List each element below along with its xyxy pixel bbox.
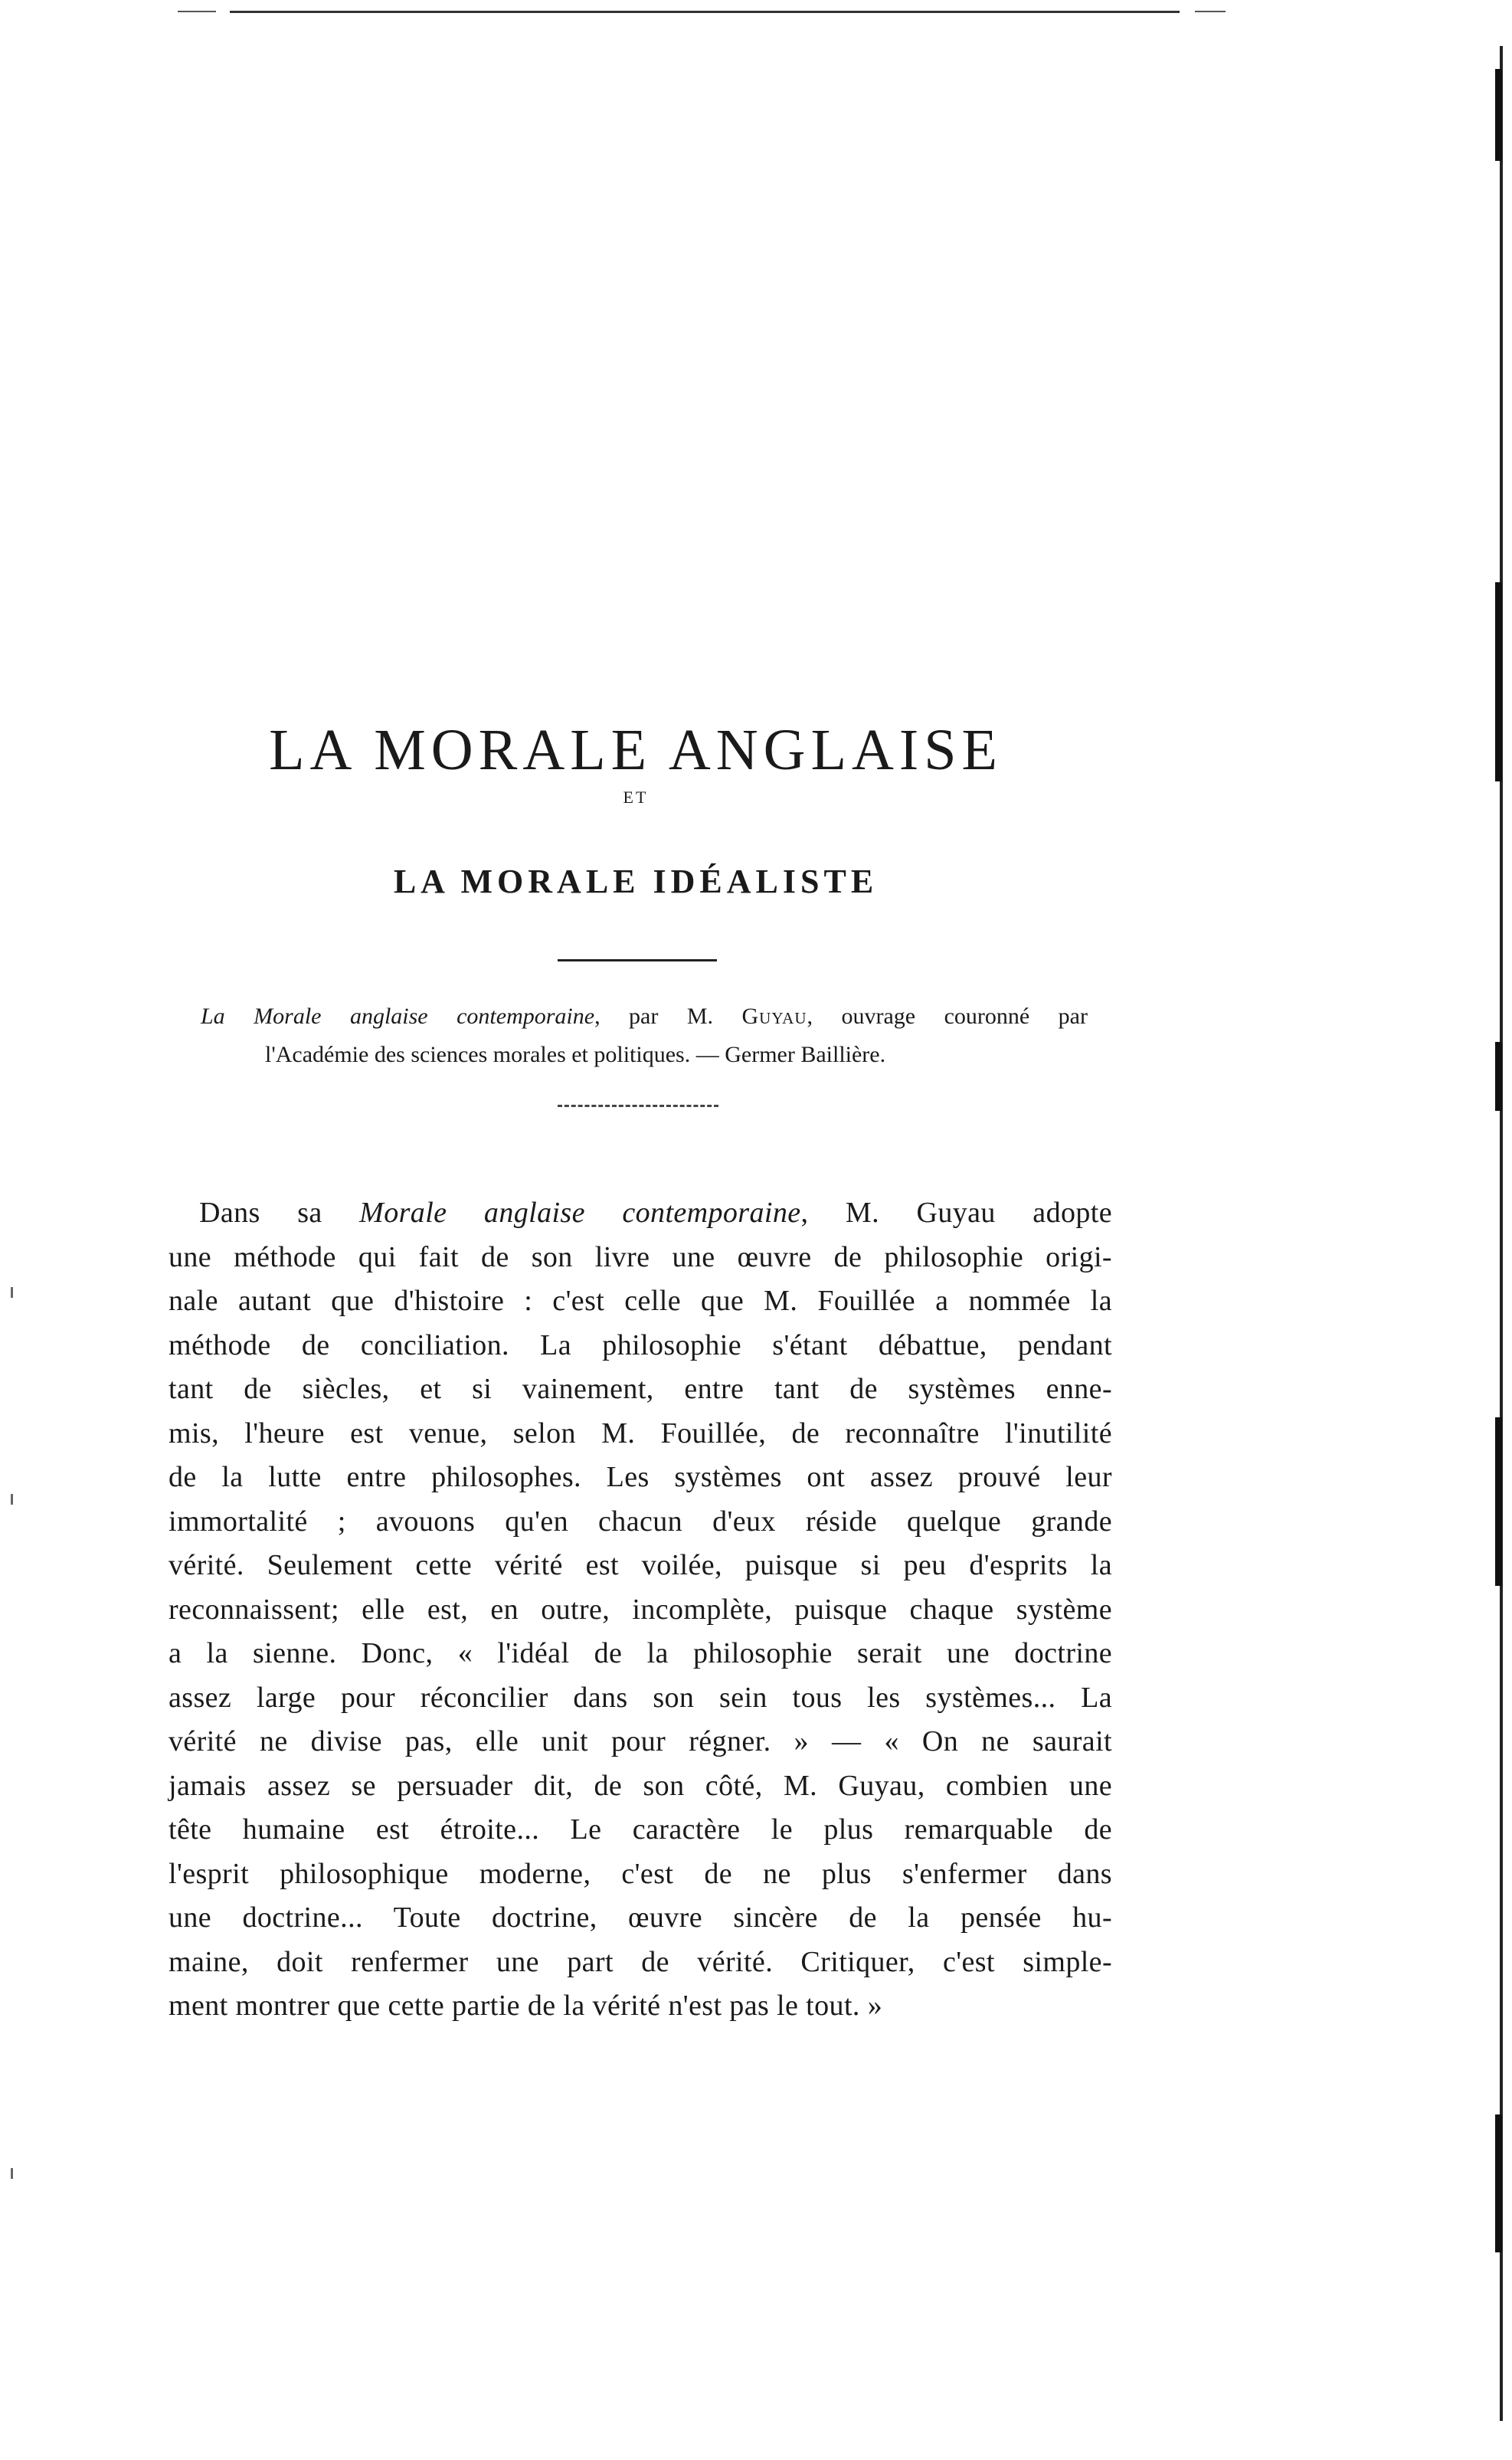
paragraph-line: jamais assez se persuader dit, de son côté, M. Guyau, combien une <box>169 1769 1112 1802</box>
paragraph-line: une méthode qui fait de son livre une œuvre de philosophie origi- <box>169 1240 1112 1273</box>
paragraph-line: méthode de conciliation. La philosophie s'étant débattue, pendant <box>169 1328 1112 1361</box>
paragraph-line: tant de siècles, et si vainement, entre tant de systèmes enne- <box>169 1373 1112 1405</box>
scan-artifact-edge-mark <box>1495 582 1502 781</box>
scan-artifact-line <box>178 11 216 12</box>
paragraph-line: assez large pour réconcilier dans son sein tous les systèmes... La <box>169 1681 1112 1714</box>
paragraph-line: immortalité ; avouons qu'en chacun d'eux réside quelque grande <box>169 1505 1112 1538</box>
scan-artifact-edge-mark <box>1495 69 1502 161</box>
scan-artifact-edge-mark <box>1495 2114 1502 2252</box>
note-book-title: La Morale anglaise contemporaine <box>201 1004 595 1029</box>
paragraph-opening: Dans sa <box>199 1197 322 1229</box>
note-by: , par M. <box>594 1004 714 1029</box>
paragraph-line: tête humaine est étroite... Le caractère le plus remarquable de <box>169 1813 1112 1846</box>
scan-artifact-line <box>1195 11 1226 12</box>
paragraph-line-1-rest: , M. Guyau adopte <box>800 1197 1112 1229</box>
paragraph-line: mis, l'heure est venue, selon M. Fouillée, de reconnaître l'inutilité <box>169 1417 1112 1449</box>
scan-speck <box>11 1287 13 1298</box>
note-line-2: l'Académie des sciences morales et politiques. — Germer Baillière. <box>265 1042 886 1067</box>
paragraph-line: a la sienne. Donc, « l'idéal de la philosophie serait une doctrine <box>169 1637 1112 1669</box>
note-divider <box>558 1105 718 1107</box>
scan-artifact-edge-mark <box>1495 1417 1502 1586</box>
paragraph-line: de la lutte entre philosophes. Les systèmes ont assez prouvé leur <box>169 1461 1112 1493</box>
paragraph-line: maine, doit renfermer une part de vérité. Critiquer, c'est simple- <box>169 1945 1112 1978</box>
scan-speck <box>11 2168 13 2179</box>
page-subtitle: LA MORALE IDÉALISTE <box>393 862 879 900</box>
bibliographic-note <box>201 997 1088 1074</box>
scan-artifact-top-rule <box>230 11 1180 13</box>
paragraph-line: ment montrer que cette partie de la vérité n'est pas le tout. » <box>169 1990 883 2022</box>
page-title: LA MORALE ANGLAISE <box>269 717 1003 782</box>
scan-artifact-edge-mark <box>1495 1042 1502 1111</box>
paragraph-line: reconnaissent; elle est, en outre, incomplète, puisque chaque système <box>169 1593 1112 1626</box>
title-conjunction: ET <box>623 788 649 807</box>
note-line-1-rest: , ouvrage couronné par <box>807 1004 1088 1029</box>
body-paragraph <box>169 1191 1112 2029</box>
title-divider <box>558 959 717 961</box>
paragraph-line: nale autant que d'histoire : c'est celle que M. Fouillée a nommée la <box>169 1285 1112 1317</box>
paragraph-line <box>169 1191 1112 1236</box>
scan-artifact-page-edge <box>1500 46 1503 2421</box>
scan-speck <box>11 1494 13 1505</box>
paragraph-line: vérité ne divise pas, elle unit pour régner. » — « On ne saurait <box>169 1725 1112 1757</box>
paragraph-book-title: Morale anglaise contemporaine <box>359 1197 801 1229</box>
paragraph-line: vérité. Seulement cette vérité est voilée, puisque si peu d'esprits la <box>169 1549 1112 1581</box>
note-line-1 <box>201 997 1088 1036</box>
paragraph-line: l'esprit philosophique moderne, c'est de ne plus s'enfermer dans <box>169 1857 1112 1890</box>
note-author: Guyau <box>741 1004 807 1029</box>
paragraph-line: une doctrine... Toute doctrine, œuvre sincère de la pensée hu- <box>169 1902 1112 1934</box>
